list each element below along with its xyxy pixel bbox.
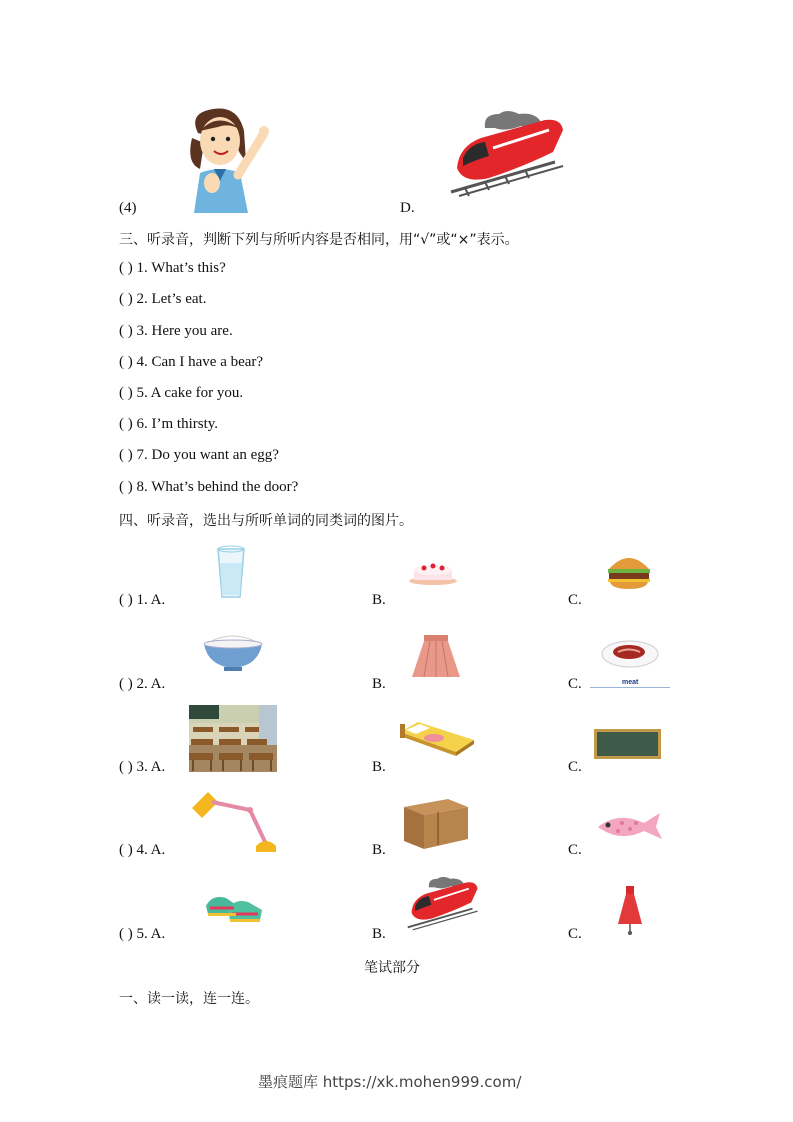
cake-icon [408,560,458,586]
option-b-label: B. [372,759,386,775]
option-row-label: ( ) 4. A. [119,842,166,858]
section1-written-heading: 一、读一读，连一连。 [119,991,259,1007]
option-b-label: B. [372,842,386,858]
hamburger-icon [606,553,652,591]
option-c-label: C. [568,759,582,775]
list-item: ( ) 7. Do you want an egg? [119,447,279,463]
train-icon [404,874,480,932]
section4-heading: 四、听录音，选出与所听单词的同类词的图片。 [119,513,413,529]
list-item: ( ) 3. Here you are. [119,323,233,339]
section3-heading: 三、听录音，判断下列与所听内容是否相同，用“√”或“×”表示。 [119,232,519,248]
skirt-icon [410,633,462,681]
written-part-title: 笔试部分 [364,960,420,976]
option-row-label: ( ) 2. A. [119,676,166,692]
option-b-label: B. [372,676,386,692]
desk-lamp-icon [188,788,278,858]
shoes-icon [204,888,264,922]
option-row-label: ( ) 5. A. [119,926,166,942]
list-item: ( ) 4. Can I have a bear? [119,354,264,370]
footer-watermark: 墨痕题库 https://xk.mohen999.com/ [258,1073,522,1091]
caption-divider [590,687,670,688]
dress-icon [618,884,642,936]
box-icon [402,795,470,851]
option-row-label: ( ) 3. A. [119,759,166,775]
option-b-label: B. [372,926,386,942]
option-c-label: C. [568,926,582,942]
meat-caption: meat [622,679,639,686]
rice-bowl-icon [200,632,266,672]
list-item: ( ) 5. A cake for you. [119,385,244,401]
fish-icon [592,807,664,845]
option-row-label: ( ) 1. A. [119,592,166,608]
list-item: ( ) 6. I’m thirsty. [119,416,219,432]
option-b-label: B. [372,592,386,608]
top-left-label: (4) [119,200,137,216]
classroom-desks-icon [189,705,277,772]
meat-plate-icon [600,637,660,669]
list-item: ( ) 8. What’s behind the door? [119,479,299,495]
blackboard-icon [594,729,661,759]
list-item: ( ) 2. Let’s eat. [119,291,207,307]
top-right-label: D. [400,200,415,216]
option-c-label: C. [568,842,582,858]
glass-of-water-icon [214,545,248,600]
girl-pointing-icon [178,103,270,213]
list-item: ( ) 1. What’s this? [119,260,226,276]
bed-icon [398,718,476,758]
option-c-label: C. [568,592,582,608]
train-icon [445,108,567,198]
option-c-label: C. [568,676,582,692]
